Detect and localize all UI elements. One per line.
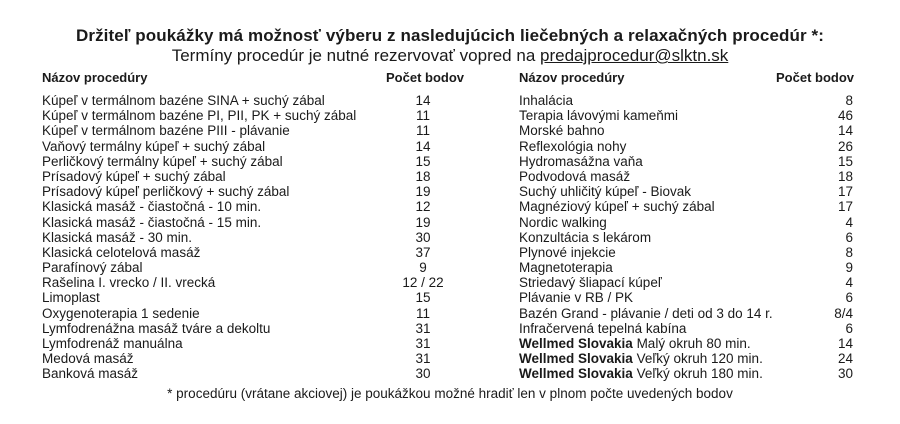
procedure-name-text: Veľký okruh 120 min. (632, 351, 763, 367)
procedure-points: 18 (837, 168, 853, 184)
procedure-name (519, 123, 605, 138)
procedure-points: 26 (837, 138, 853, 154)
procedure-points: 30 (415, 366, 431, 382)
procedure-points: 9 (845, 260, 853, 276)
procedure-name (42, 275, 215, 290)
procedure-name (519, 275, 662, 290)
procedure-points: 46 (837, 108, 853, 124)
procedure-row (42, 169, 462, 184)
procedure-name (42, 154, 283, 169)
procedure-points: 11 (415, 123, 430, 139)
procedure-name (42, 260, 143, 275)
left-procedure-list (42, 93, 462, 382)
procedure-row (519, 306, 859, 321)
procedure-name (519, 169, 630, 184)
procedure-row (42, 351, 462, 366)
left-col-header-name: Názov procedúry (42, 70, 148, 85)
procedure-name (42, 290, 100, 305)
procedure-row (519, 184, 859, 199)
procedure-points: 4 (845, 275, 853, 291)
procedure-points: 8 (845, 93, 853, 108)
procedure-name-text: Vaňový termálny kúpeľ + suchý zábal (42, 138, 266, 154)
procedure-name-text: Bazén Grand - plávanie / deti od 3 do 14 r. (519, 305, 773, 321)
procedure-name-text: Klasická masáž - čiastočná - 15 min. (42, 214, 262, 230)
procedure-row (519, 139, 859, 154)
procedure-name (42, 93, 325, 108)
procedure-name-text: Podvodová masáž (519, 168, 631, 184)
procedure-name (42, 351, 134, 366)
procedure-name (42, 123, 290, 138)
procedure-points: 24 (837, 351, 853, 367)
procedure-name (519, 336, 751, 351)
email-link[interactable]: predajprocedur@slktn.sk (540, 46, 729, 65)
procedure-row (42, 290, 462, 305)
procedure-points: 31 (415, 351, 431, 367)
right-col-header-points: Počet bodov (776, 70, 855, 85)
procedure-name (42, 169, 226, 184)
procedure-name-text: Lymfodrenážna masáž tváre a dekoltu (42, 320, 271, 336)
page-subtitle (0, 46, 900, 66)
procedure-points: 37 (415, 244, 431, 260)
procedure-points: 8/4 (834, 305, 853, 321)
procedure-points: 15 (415, 153, 431, 169)
procedure-name-text: Kúpeľ v termálnom bazéne PIII - plávanie (42, 123, 290, 139)
procedure-name-text: Plávanie v RB / PK (519, 290, 634, 306)
procedure-row (42, 336, 462, 351)
procedure-points: 14 (837, 123, 853, 139)
procedure-row (42, 139, 462, 154)
procedure-name-text: Rašelina I. vrecko / II. vrecká (42, 275, 216, 291)
procedure-name-text: Limoplast (42, 290, 100, 306)
procedure-row (519, 169, 859, 184)
procedure-name (519, 154, 643, 169)
procedure-name-text: Banková masáž (42, 366, 139, 382)
procedure-points: 31 (415, 336, 431, 351)
procedure-name-text: Prísadový kúpeľ perličkový + suchý zábal (42, 184, 290, 200)
procedure-points: 14 (837, 336, 853, 351)
procedure-name (519, 290, 633, 305)
procedure-points: 12 / 22 (402, 275, 444, 291)
procedure-name-text: Klasická celotelová masáž (42, 244, 201, 260)
procedure-name (42, 139, 265, 154)
procedure-name (42, 215, 261, 230)
procedure-row (42, 275, 462, 290)
procedure-name-text: Inhalácia (519, 93, 574, 108)
procedure-name (519, 230, 651, 245)
procedure-name-text: Konzultácia s lekárom (519, 229, 652, 245)
procedure-name (519, 351, 763, 366)
procedure-points: 6 (845, 229, 853, 245)
procedure-row (42, 321, 462, 336)
procedure-name-text: Terapia lávovými kameňmi (519, 108, 679, 124)
procedure-name-text: Parafínový zábal (42, 260, 143, 276)
procedure-name-text: Prísadový kúpeľ + suchý zábal (42, 168, 226, 184)
procedure-name (519, 108, 678, 123)
procedure-name (42, 366, 138, 381)
procedure-name-text: Oxygenoterapia 1 sedenie (42, 305, 200, 321)
procedure-row (42, 260, 462, 275)
procedure-name-text: Klasická masáž - čiastočná - 10 min. (42, 199, 262, 215)
procedure-row (519, 215, 859, 230)
procedure-points: 14 (415, 138, 431, 154)
procedure-name (519, 93, 573, 108)
procedure-name-text: Veľký okruh 180 min. (632, 366, 763, 382)
procedure-row (42, 199, 462, 214)
procedure-row (42, 123, 462, 138)
procedure-points: 8 (845, 244, 853, 260)
procedure-name-text: Perličkový termálny kúpeľ + suchý zábal (42, 153, 283, 169)
procedure-name-text: Striedavý šliapací kúpeľ (519, 275, 662, 291)
procedure-name (519, 306, 773, 321)
procedure-name-text: Suchý uhličitý kúpeľ - Biovak (519, 184, 692, 200)
footnote: * procedúru (vrátane akciovej) je poukážkou možné hradiť len v plnom počte uvedených bodov (167, 386, 733, 401)
procedure-points: 30 (837, 366, 853, 382)
procedure-name-text: Klasická masáž - 30 min. (42, 229, 193, 245)
procedure-name-text: Kúpeľ v termálnom bazéne PI, PII, PK + suchý zábal (42, 108, 357, 124)
procedure-brand: Wellmed Slovakia (519, 336, 633, 351)
procedure-name (519, 184, 691, 199)
page-title: Držiteľ poukážky má možnosť výberu z nasledujúcich liečebných a relaxačných procedúr *: (75, 26, 825, 45)
procedure-row (42, 366, 462, 381)
procedure-name (42, 230, 192, 245)
procedure-row (519, 321, 859, 336)
procedure-name (519, 260, 613, 275)
procedure-row (519, 108, 859, 123)
procedure-points: 14 (415, 93, 431, 108)
procedure-row (42, 154, 462, 169)
procedure-points: 4 (845, 214, 853, 230)
procedure-points: 19 (415, 214, 431, 230)
procedure-row (42, 230, 462, 245)
procedure-name-text: Malý okruh 80 min. (632, 336, 751, 351)
procedure-points: 19 (415, 184, 431, 200)
procedure-name-text: Infračervená tepelná kabína (519, 320, 687, 336)
procedure-points: 6 (845, 290, 853, 306)
procedure-row (42, 245, 462, 260)
procedure-name-text: Kúpeľ v termálnom bazéne SINA + suchý zábal (42, 93, 325, 108)
procedure-row (519, 260, 859, 275)
procedure-name (42, 306, 200, 321)
procedure-name-text: Plynové injekcie (519, 244, 616, 260)
procedure-points: 15 (837, 153, 853, 169)
procedure-name-text: Morské bahno (519, 123, 605, 139)
procedure-name (42, 108, 356, 123)
procedure-points: 11 (415, 108, 430, 124)
procedure-brand: Wellmed Slovakia (519, 366, 633, 382)
right-procedure-list (519, 93, 859, 382)
procedure-row (519, 123, 859, 138)
procedure-points: 12 (415, 199, 431, 215)
procedure-row (519, 199, 859, 214)
procedure-name (519, 199, 715, 214)
procedure-points: 15 (415, 290, 431, 306)
procedure-name (42, 199, 261, 214)
procedure-name (519, 139, 626, 154)
procedure-name-text: Magnéziový kúpeľ + suchý zábal (519, 199, 715, 215)
procedure-points: 9 (419, 260, 427, 276)
procedure-row (519, 336, 859, 351)
procedure-row (519, 290, 859, 305)
procedure-row (519, 230, 859, 245)
procedure-row (519, 351, 859, 366)
procedure-row (519, 275, 859, 290)
procedure-points: 18 (415, 168, 431, 184)
procedure-name-text: Hydromasážna vaňa (519, 153, 643, 169)
procedure-brand: Wellmed Slovakia (519, 351, 633, 367)
procedure-name-text: Nordic walking (519, 214, 607, 230)
procedure-points: 30 (415, 229, 431, 245)
procedure-row (42, 108, 462, 123)
procedure-name (519, 321, 686, 336)
procedure-points: 31 (415, 320, 431, 336)
procedure-name (42, 184, 289, 199)
procedure-name-text: Medová masáž (42, 351, 134, 367)
procedure-name (42, 336, 183, 351)
procedure-name (42, 321, 270, 336)
procedure-row (42, 93, 462, 108)
procedure-name (519, 245, 616, 260)
procedure-name-text: Magnetoterapia (519, 260, 613, 276)
procedure-points: 17 (837, 184, 853, 200)
procedure-points: 11 (415, 305, 430, 321)
left-col-header-points: Počet bodov (386, 70, 465, 85)
procedure-name-text: Lymfodrenáž manuálna (42, 336, 183, 351)
procedure-row (519, 93, 859, 108)
right-col-header-name: Názov procedúry (519, 70, 625, 85)
procedure-name (42, 245, 200, 260)
procedure-points: 17 (837, 199, 853, 215)
procedure-row (42, 184, 462, 199)
subtitle-text: Termíny procedúr je nutné rezervovať vopred na (171, 46, 540, 65)
procedure-points: 6 (845, 320, 853, 336)
procedure-name (519, 215, 607, 230)
procedure-row (519, 245, 859, 260)
procedure-row (519, 366, 859, 381)
procedure-row (42, 306, 462, 321)
procedure-row (42, 215, 462, 230)
procedure-row (519, 154, 859, 169)
procedure-name-text: Reflexológia nohy (519, 138, 627, 154)
procedure-name (519, 366, 763, 381)
